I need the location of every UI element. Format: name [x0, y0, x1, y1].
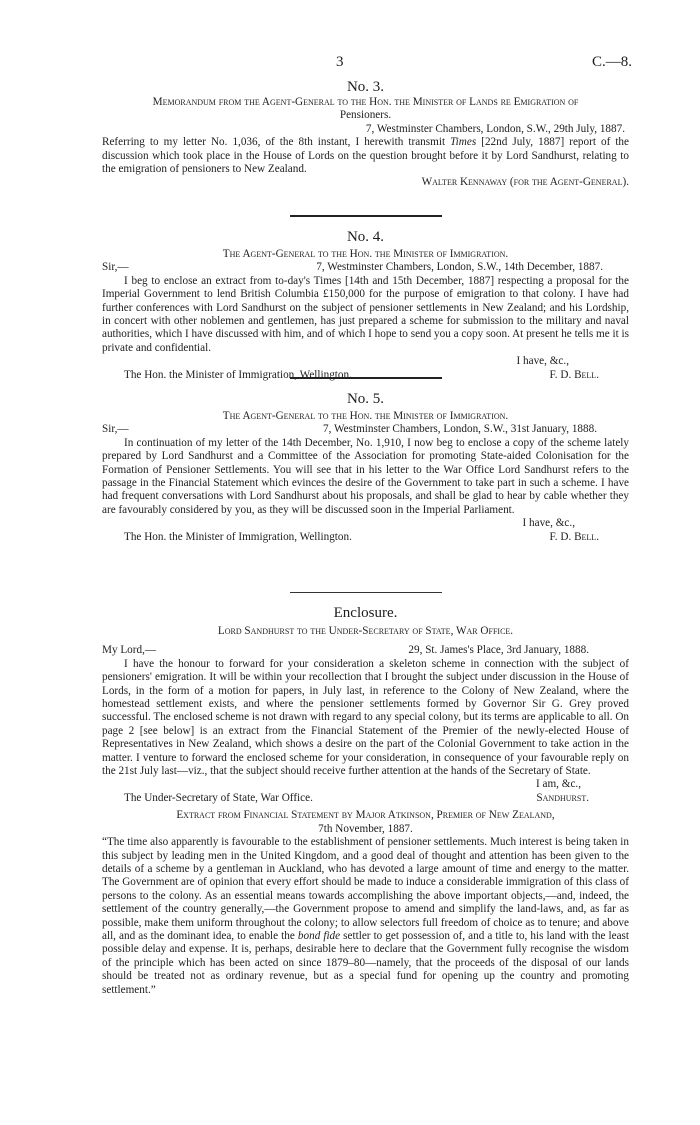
salutation-row — [102, 644, 629, 657]
letter-closing: I have, &c., — [516, 355, 569, 368]
section-no5 — [102, 390, 629, 544]
section-divider — [102, 215, 629, 217]
letter-addressee: The Under-Secretary of State, War Office. — [124, 791, 313, 804]
letter-signature: F. D. Bell. — [549, 368, 599, 381]
letter-address: 7, Westminster Chambers, London, S.W., 14th December, 1887. — [316, 261, 603, 274]
section-title: Enclosure. — [333, 605, 398, 621]
letter-signature: Sandhurst. — [536, 791, 589, 804]
letter-body: I beg to enclose an extract from to-day's Times [14th and 15th December, 1887] respecting a proposal for the Imperial Government to lend British Columbia £150,000 for the purpose of emigration to that colony. I have had further conferences with Lord Sandhurst on the subject of pensioner settlements in New Zealand; and his Lordship, in concert with other noblemen and gentlemen, has just prepared a scheme for submission to the military and naval authorities, which I have discussed with him, and of which I hope to send you a copy soon. At present he tells me it is private and confidential. — [102, 274, 629, 354]
section-heading: Memorandum from the Agent-General to the Hon. the Minister of Lands re Emigration of — [152, 96, 579, 108]
salutation: My Lord,— — [102, 644, 157, 657]
section-divider — [102, 377, 629, 379]
body-text: [22nd July, 1887] report of the discussion which took place in the House of Lords on the question brought before it by Lord Sandhurst, relating to the emigration of pensioners to New Zealand. — [102, 136, 629, 176]
quote-italic: bond fide — [297, 929, 341, 942]
extract-quote — [102, 836, 629, 997]
addressee-row — [102, 792, 629, 805]
section-heading: The Agent-General to the Hon. the Minister of Immigration. — [222, 410, 509, 422]
extract-date: 7th November, 1887. — [318, 822, 413, 835]
letter-signature: Walter Kennaway (for the Agent-General). — [421, 176, 629, 189]
letter-address: 29, St. James's Place, 3rd January, 1888. — [408, 644, 589, 657]
letter-body — [102, 136, 629, 176]
quote-text: “The time also apparently is favourable to the establishment of pensioner settlements. Much interest is being taken in this subject by leading men in the United Kingdom, and a good deal of thought and attention has been given to the details of a scheme by a gentleman in Auckland, who has devoted a large amount of time and energy to the matter. The Government are of opinion that every effort should be made to induce a considerable immigration of this class of persons to the colony. As an essential means towards accomplishing the above important objects,—and, indeed, the settlement of the country generally,—the Government propose to amend and simplify the land-laws, and, as far as possible, make them uniform throughout the colony; to allow selectors full freedom of choice as to tenure; and above all, and as the dominant idea, to enable the — [102, 836, 629, 942]
letter-body: In continuation of my letter of the 14th December, No. 1,910, I now beg to enclose a copy of the scheme lately prepared by Lord Sandhurst and a Committee of the Association for promoting State-aided Colonisation for the Formation of Pensioner Settlements. You will see that in his letter to the War Office Lord Sandhurst refers to the passage in the Financial Statement which evinces the desire of the Government to take part in such a scheme. I have had frequent conversations with Lord Sandhurst about his proposals, and shall be glad to hear by cable whether they are favourably considered by you, as they will be discussed soon in the Imperial Parliament. — [102, 436, 629, 516]
document-reference: C.—8. — [592, 54, 633, 70]
section-no4 — [102, 228, 629, 382]
section-heading: The Agent-General to the Hon. the Minister of Immigration. — [222, 248, 509, 260]
letter-addressee: The Hon. the Minister of Immigration, Wellington. — [124, 368, 352, 381]
letter-closing: I have, &c., — [522, 517, 575, 530]
addressee-row — [102, 369, 629, 382]
section-no3 — [102, 78, 629, 190]
section-enclosure — [102, 604, 629, 997]
extract-heading: Extract from Financial Statement by Major Atkinson, Premier of New Zealand, — [176, 809, 555, 822]
section-divider — [102, 592, 629, 593]
letter-address: 7, Westminster Chambers, London, S.W., 29th July, 1887. — [365, 122, 625, 135]
salutation-row — [102, 423, 629, 436]
letter-closing: I am, &c., — [535, 778, 581, 791]
letter-address: 7, Westminster Chambers, London, S.W., 31st January, 1888. — [323, 423, 597, 436]
salutation: Sir,— — [102, 423, 129, 436]
body-text: Referring to my letter No. 1,036, of the 8th instant, I herewith transmit — [102, 136, 451, 149]
section-heading-continued: Pensioners. — [339, 109, 392, 122]
salutation-row — [102, 261, 629, 274]
quote-text: settler to get possession of, and a title to, his land with the least possible delay and expense. It is, perhaps, desirable here to declare that the Government fully recognise the wisdom of the principle which has been acted on since 1879–80—namely, that the proceeds of the disposal of our lands should be treated not as ordinary revenue, but as a special fund for opening up the country and promoting settlement.” — [102, 929, 630, 996]
body-italic: Times — [450, 136, 477, 149]
letter-signature: F. D. Bell. — [549, 530, 599, 543]
section-heading: Lord Sandhurst to the Under-Secretary of State, War Office. — [217, 625, 514, 637]
letter-body: I have the honour to forward for your consideration a skeleton scheme in connection with the subject of pensioners' emigration. It will be within your recollection that I brought the subject under discussion in the House of Lords, in the form of a motion for papers, in July last, in reference to the Colony of New Zealand, where the homestead settlement exists, and where the pensioner settlements formed by Governor Sir G. Grey proved successful. The enclosed scheme is not drawn with regard to any special colony, but its terms are applicable to all. On page 2 [see below] is an extract from the Financial Statement of the Premier of the newly-elected House of Representatives in New Zealand, which shows a desire on the part of the Colonial Government to take action in the matter. I venture to forward the enclosed scheme for your consideration, in consequence of your favourable reply on the 21st July last—viz., that the subject should receive further attention at the hands of the Secretary of State. — [102, 657, 629, 778]
section-title: No. 4. — [346, 229, 385, 245]
letter-addressee: The Hon. the Minister of Immigration, Wellington. — [124, 530, 352, 543]
addressee-row — [102, 531, 629, 544]
page-header — [0, 56, 700, 74]
section-title: No. 3. — [346, 79, 385, 95]
section-title: No. 5. — [346, 391, 385, 407]
page-number: 3 — [336, 54, 344, 70]
salutation: Sir,— — [102, 261, 129, 274]
